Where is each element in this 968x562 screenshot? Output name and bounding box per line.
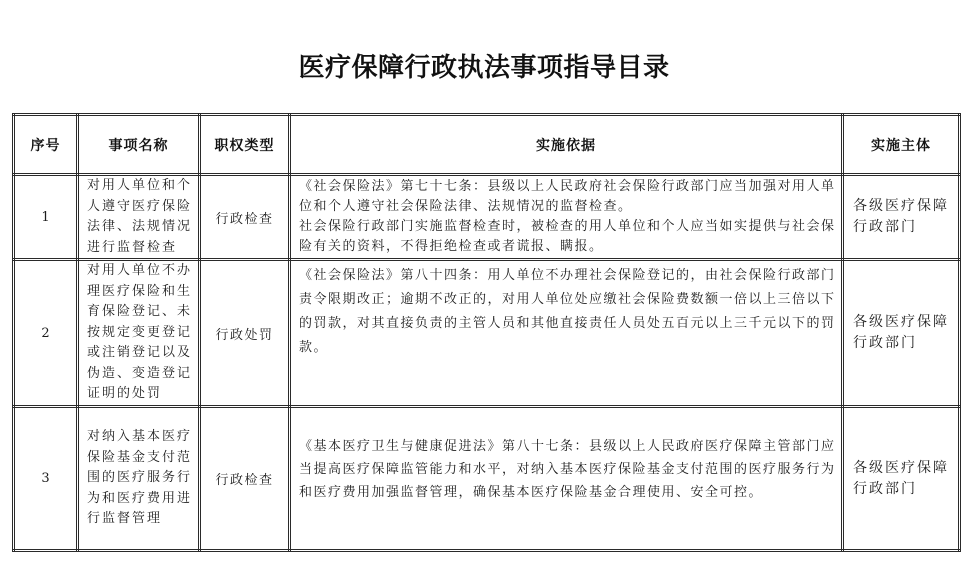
table-row — [14, 175, 960, 260]
catalog-table — [12, 113, 961, 552]
table-header-row — [14, 115, 960, 175]
item-name-cell — [78, 407, 200, 551]
authority-type: 行政检查 — [200, 175, 290, 260]
legal-basis — [299, 435, 839, 504]
row-number: 1 — [14, 175, 78, 260]
enforcement-subject: 各级医疗保障行政部门 — [853, 198, 949, 235]
legal-basis-cell — [290, 407, 843, 551]
enforcement-subject: 各级医疗保障行政部门 — [853, 459, 949, 497]
header-authority-type: 职权类型 — [200, 115, 290, 175]
legal-basis-cell — [290, 175, 843, 260]
authority-type: 行政检查 — [200, 407, 290, 551]
document-title: 医疗保障行政执法事项指导目录 — [298, 53, 670, 83]
legal-basis-cell — [290, 260, 843, 407]
item-name-cell — [78, 175, 200, 260]
table-row — [14, 260, 960, 407]
enforcement-subject: 各级医疗保障行政部门 — [853, 314, 949, 351]
table-row — [14, 407, 960, 551]
header-serial-number: 序号 — [14, 115, 78, 175]
legal-basis — [299, 177, 839, 257]
item-name: 对纳入基本医疗保险基金支付范围的医疗服务行为和医疗费用进行监督管理 — [87, 429, 193, 527]
row-number: 2 — [14, 260, 78, 407]
item-name: 对用人单位不办理医疗保险和生育保险登记、未按规定变更登记或注销登记以及伪造、变造登记证明的处罚 — [87, 263, 193, 402]
row-number: 3 — [14, 407, 78, 551]
legal-basis — [299, 264, 839, 360]
authority-type: 行政处罚 — [200, 260, 290, 407]
legal-basis-paragraph: 社会保险行政部门实施监督检查时，被检查的用人单位和个人应当如实提供与社会保险有关的资料，不得拒绝检查或者谎报、瞒报。 — [299, 219, 836, 254]
header-item-name: 事项名称 — [78, 115, 200, 175]
item-name-cell — [78, 260, 200, 407]
header-legal-basis: 实施依据 — [290, 115, 843, 175]
legal-basis-paragraph: 《社会保险法》第八十四条：用人单位不办理社会保险登记的，由社会保险行政部门责令限期改正；逾期不改正的，对用人单位处应缴社会保险费数额一倍以上三倍以下的罚款，对其直接负责的主管人员和其他直接责任人员处五百元以上三千元以下的罚款。 — [299, 268, 836, 355]
legal-basis-paragraph: 《社会保险法》第七十七条：县级以上人民政府社会保险行政部门应当加强对用人单位和个人遵守社会保险法律、法规情况的监督检查。 — [299, 179, 836, 214]
enforcement-subject-cell — [843, 407, 960, 551]
enforcement-subject-cell — [843, 175, 960, 260]
legal-basis-paragraph: 《基本医疗卫生与健康促进法》第八十七条：县级以上人民政府医疗保障主管部门应当提高医疗保障监管能力和水平，对纳入基本医疗保险基金支付范围的医疗服务行为和医疗费用加强监督管理，确保基本医疗保险基金合理使用、安全可控。 — [299, 439, 836, 500]
header-enforcement-subject: 实施主体 — [843, 115, 960, 175]
item-name: 对用人单位和个人遵守医疗保险法律、法规情况进行监督检查 — [87, 178, 193, 255]
enforcement-subject-cell — [843, 260, 960, 407]
